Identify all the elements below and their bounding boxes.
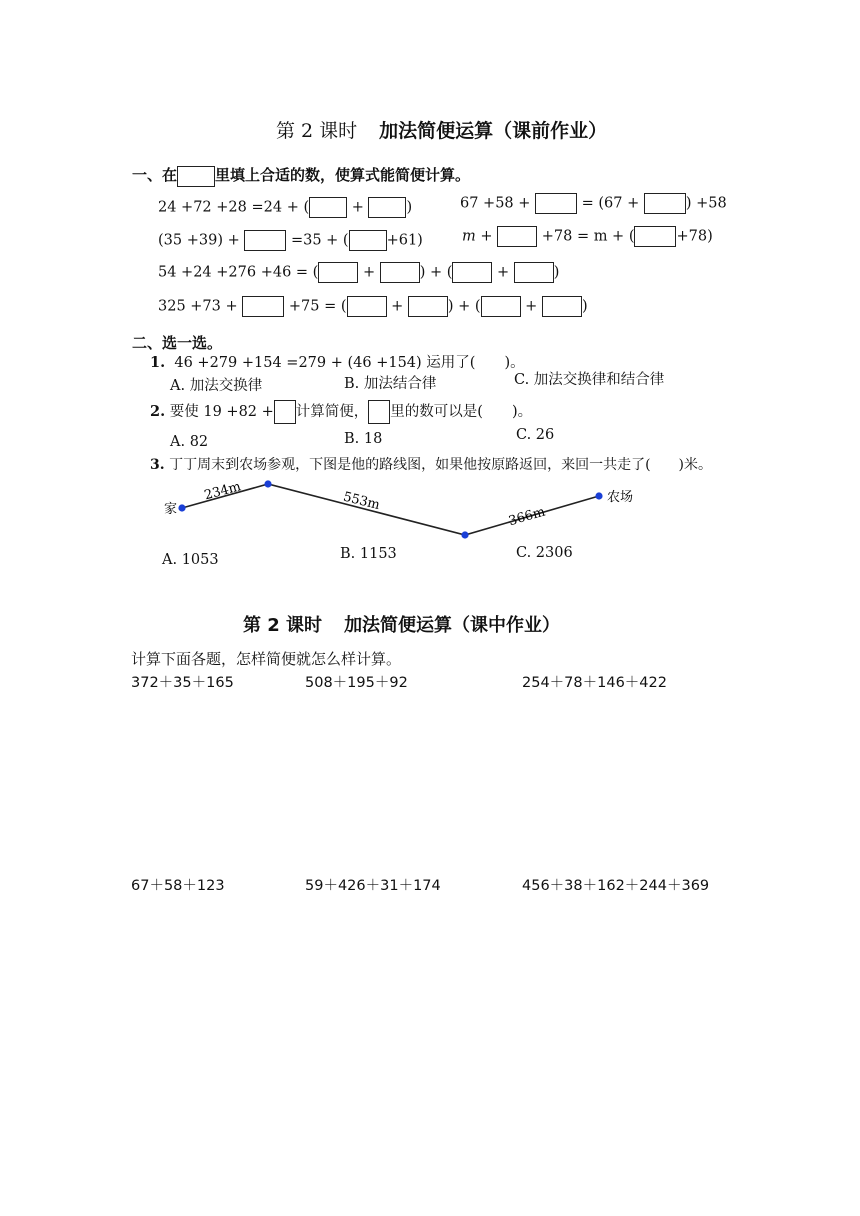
problem-1: 372＋35＋165: [131, 675, 234, 691]
q2-option-c[interactable]: C. 26: [516, 427, 555, 443]
route-point-home: [178, 504, 185, 511]
q2-option-b[interactable]: B. 18: [344, 431, 383, 447]
answer-box[interactable]: [634, 226, 676, 247]
fill-row-4: 325 +73 + +75 = ( + ) + ( + ): [158, 296, 588, 317]
question-2: 2. 要使 19 +82 + 计算简便， 里的数可以是( )。: [150, 400, 532, 424]
q3-option-a[interactable]: A. 1053: [162, 552, 219, 568]
q1-option-a[interactable]: A. 加法交换律: [170, 378, 263, 394]
answer-box[interactable]: [368, 197, 406, 218]
problem-3: 254＋78＋146＋422: [522, 675, 667, 691]
section2-heading: 二、选一选。: [132, 334, 223, 352]
answer-box[interactable]: [497, 226, 537, 247]
answer-box[interactable]: [318, 262, 358, 283]
answer-box[interactable]: [242, 296, 284, 317]
route-point-turn1: [264, 480, 271, 487]
q3-option-c[interactable]: C. 2306: [516, 545, 573, 561]
question-3: 3. 丁丁周末到农场参观，下图是他的路线图，如果他按原路返回，来回一共走了( )米。: [150, 457, 712, 473]
answer-box[interactable]: [535, 193, 577, 214]
fill-row-1b: 67 +58 + = (67 + ) +58: [460, 193, 727, 214]
problem-5: 59＋426＋31＋174: [305, 878, 441, 894]
q1-option-b[interactable]: B. 加法结合律: [344, 376, 437, 392]
section1-heading: 一、在 里填上合适的数，使算式能简便计算。: [132, 164, 470, 187]
fill-row-2b: m + +78 = m + ( +78): [462, 226, 713, 247]
fill-row-3: 54 +24 +276 +46 = ( + ) + ( + ): [158, 262, 559, 283]
topic-label: 加法简便运算（课中作业）: [344, 615, 561, 636]
problem-2: 508＋195＋92: [305, 675, 408, 691]
answer-box[interactable]: [309, 197, 347, 218]
fill-row-2a: (35 +39) + =35 + ( +61): [158, 230, 423, 251]
pre-homework-title: [276, 116, 607, 143]
answer-box[interactable]: [481, 296, 521, 317]
segment-label-1: 234m: [202, 479, 243, 504]
q3-option-b[interactable]: B. 1153: [340, 546, 397, 562]
topic-label: 加法简便运算（课前作业）: [379, 120, 608, 142]
problem-6: 456＋38＋162＋244＋369: [522, 878, 710, 894]
answer-box[interactable]: [368, 400, 390, 424]
instruction: 计算下面各题，怎样简便就怎么样计算。: [131, 650, 402, 668]
answer-box[interactable]: [408, 296, 448, 317]
q2-option-a[interactable]: A. 82: [170, 434, 209, 450]
pre-homework-worksheet: [130, 155, 770, 575]
q1-option-c[interactable]: C. 加法交换律和结合律: [514, 372, 665, 388]
answer-box[interactable]: [644, 193, 686, 214]
answer-box[interactable]: [514, 262, 554, 283]
answer-box[interactable]: [349, 230, 387, 251]
lesson-label: 第 2 课时: [243, 615, 323, 636]
route-end-label: 农场: [607, 490, 634, 505]
fill-row-1a: 24 +72 +28 =24 + ( + ): [158, 197, 412, 218]
answer-box[interactable]: [244, 230, 286, 251]
answer-box[interactable]: [380, 262, 420, 283]
question-1: 1. 46 +279 +154 =279 + (46 +154) 运用了( )。: [150, 354, 525, 371]
answer-box[interactable]: [542, 296, 582, 317]
answer-box[interactable]: [177, 166, 215, 187]
answer-box[interactable]: [452, 262, 492, 283]
lesson-label: 第 2 课时: [276, 120, 358, 142]
segment-label-2: 553m: [341, 489, 382, 514]
route-diagram: [130, 465, 770, 545]
route-start-label: 家: [164, 502, 178, 517]
in-class-title: [243, 611, 560, 637]
problem-4: 67＋58＋123: [131, 878, 225, 894]
route-point-farm: [595, 492, 602, 499]
route-point-turn2: [461, 531, 468, 538]
answer-box[interactable]: [347, 296, 387, 317]
answer-box[interactable]: [274, 400, 296, 424]
segment-label-3: 366m: [507, 504, 547, 530]
